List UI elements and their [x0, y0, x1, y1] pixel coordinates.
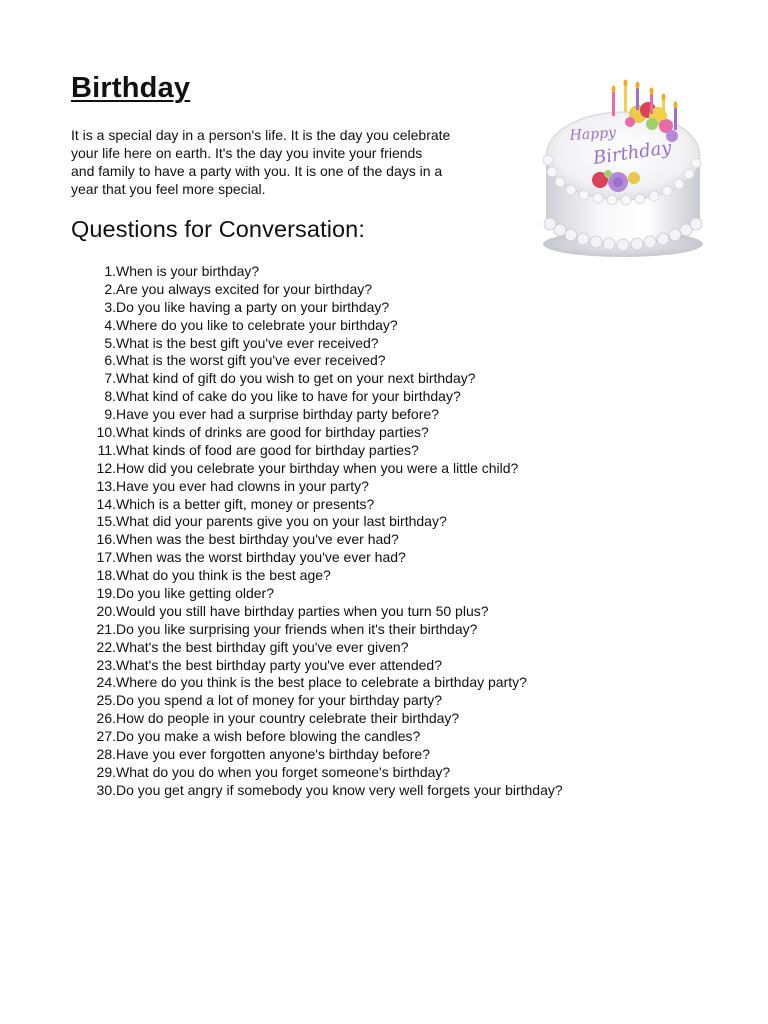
list-item [90, 352, 650, 370]
item-text: Have you ever forgotten anyone's birthday before? [116, 746, 430, 763]
item-number: 27. [96, 728, 116, 745]
item-number: 21. [96, 620, 116, 637]
list-item [90, 370, 650, 388]
item-number: 14. [96, 495, 116, 512]
item-text: What is the worst gift you've ever received? [116, 352, 386, 369]
item-text: Would you still have birthday parties when you turn 50 plus? [116, 602, 489, 619]
item-text: How do people in your country celebrate their birthday? [116, 710, 460, 727]
intro-line: year that you feel more special. [71, 181, 266, 197]
item-number: 15. [96, 513, 116, 530]
page-title: Birthday [71, 72, 191, 104]
item-text: How did you celebrate your birthday when you were a little child? [116, 459, 519, 476]
item-number: 24. [96, 674, 116, 691]
item-number: 23. [96, 656, 116, 673]
list-item [90, 424, 650, 442]
item-text: What's the best birthday party you've ever attended? [116, 656, 442, 673]
item-text: Do you like having a party on your birthday? [116, 298, 390, 315]
item-number: 18. [96, 567, 116, 584]
list-item [90, 639, 650, 657]
intro-paragraph [71, 126, 491, 198]
item-number: 20. [96, 602, 116, 619]
item-number: 1. [104, 263, 116, 279]
intro-line: your life here on earth. It's the day you invite your friends [71, 145, 423, 161]
list-item [90, 406, 650, 424]
item-text: Have you ever had a surprise birthday party before? [116, 406, 439, 423]
item-text: When is your birthday? [116, 263, 260, 279]
item-text: What kind of gift do you wish to get on your next birthday? [116, 370, 476, 387]
list-item [90, 496, 650, 514]
item-number: 16. [96, 531, 116, 548]
item-text: Are you always excited for your birthday? [116, 280, 373, 297]
list-item [90, 710, 650, 728]
item-number: 9. [104, 406, 116, 423]
item-number: 11. [97, 441, 116, 458]
item-number: 10. [96, 424, 116, 441]
item-number: 30. [96, 781, 116, 798]
item-number: 25. [96, 692, 116, 709]
list-item [90, 281, 650, 299]
list-item [90, 764, 650, 782]
list-item [90, 728, 650, 746]
intro-line: and family to have a party with you. It is one of the days in a [71, 163, 443, 179]
cake-inscription-line2: Birthday [591, 137, 673, 169]
list-item [90, 782, 650, 800]
item-text: When was the best birthday you've ever had? [116, 531, 399, 548]
list-item [90, 317, 650, 335]
item-number: 6. [104, 352, 116, 369]
item-text: What is the best gift you've ever received? [116, 334, 379, 351]
item-number: 26. [96, 710, 116, 727]
item-text: What kind of cake do you like to have for your birthday? [116, 388, 461, 405]
item-text: When was the worst birthday you've ever had? [116, 549, 406, 566]
list-item [90, 621, 650, 639]
list-item [90, 692, 650, 710]
item-number: 28. [96, 746, 116, 763]
item-number: 5. [104, 334, 116, 351]
item-number: 13. [96, 477, 116, 494]
item-number: 2. [104, 280, 116, 297]
item-number: 4. [104, 316, 116, 333]
list-item [90, 531, 650, 549]
item-text: Do you make a wish before blowing the candles? [116, 728, 421, 745]
list-item [90, 299, 650, 317]
list-item [90, 585, 650, 603]
list-item [90, 388, 650, 406]
item-text: Which is a better gift, money or presents? [116, 495, 375, 512]
question-list [90, 263, 650, 800]
item-text: What kinds of drinks are good for birthday parties? [116, 424, 429, 441]
item-number: 7. [104, 370, 116, 387]
cake-inscription-line1: Happy [569, 124, 617, 144]
item-number: 12. [96, 459, 116, 476]
list-item [90, 674, 650, 692]
item-text: Where do you like to celebrate your birthday? [116, 316, 398, 333]
intro-line: It is a special day in a person's life. It is the day you celebrate [71, 127, 451, 143]
item-number: 22. [96, 638, 116, 655]
item-text: Do you like getting older? [116, 585, 274, 602]
list-item [90, 567, 650, 585]
list-item [90, 746, 650, 764]
item-text: What do you do when you forget someone's birthday? [116, 763, 451, 780]
item-text: Do you get angry if somebody you know very well forgets your birthday? [116, 781, 563, 798]
item-number: 17. [96, 549, 116, 566]
list-item [90, 549, 650, 567]
item-number: 19. [96, 585, 116, 602]
item-text: Do you like surprising your friends when it's their birthday? [116, 620, 478, 637]
item-text: What's the best birthday gift you've ever given? [116, 638, 409, 655]
list-item [90, 603, 650, 621]
item-number: 3. [104, 298, 116, 315]
item-text: Do you spend a lot of money for your birthday party? [116, 692, 443, 709]
list-item [90, 442, 650, 460]
section-heading: Questions for Conversation: [71, 216, 365, 242]
item-text: Have you ever had clowns in your party? [116, 477, 369, 494]
item-text: What do you think is the best age? [116, 567, 331, 584]
list-item [90, 263, 650, 281]
item-text: What kinds of food are good for birthday parties? [116, 441, 419, 458]
list-item [90, 460, 650, 478]
item-number: 29. [96, 763, 116, 780]
list-item [90, 478, 650, 496]
birthday-cake-icon [540, 74, 706, 260]
item-text: What did your parents give you on your last birthday? [116, 513, 447, 530]
list-item [90, 335, 650, 353]
item-number: 8. [104, 388, 116, 405]
list-item [90, 513, 650, 531]
item-text: Where do you think is the best place to celebrate a birthday party? [116, 674, 527, 691]
list-item [90, 657, 650, 675]
